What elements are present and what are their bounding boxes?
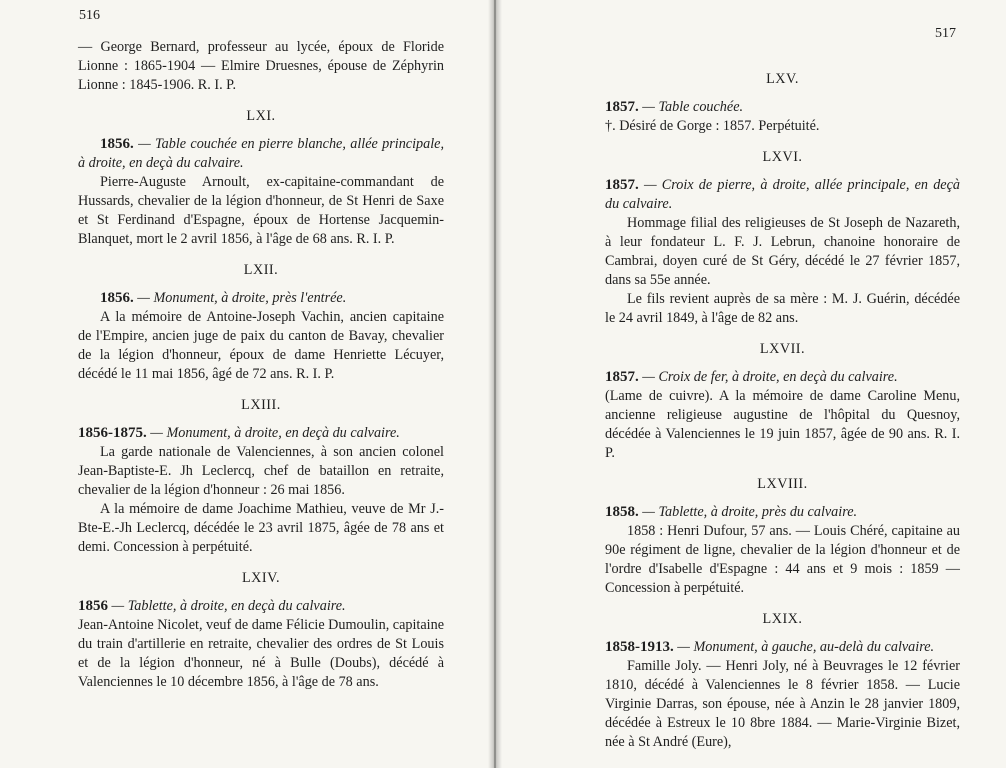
entry-date: 1858-1913. [605, 639, 674, 655]
entry-paragraph: A la mémoire de dame Joachime Mathieu, veuve de Mr J.-Bte-E.-Jh Leclercq, décédée le 23 avril 1875, âgée de 78 ans et demi. Concession à perpétuité. [78, 501, 444, 555]
section-number: LXVIII. [757, 476, 808, 492]
entry-heading [605, 98, 960, 117]
entry-date: 1857. [605, 99, 639, 115]
entry-description: — Table couchée en pierre blanche, allée principale, à droite, en deçà du calvaire. [78, 136, 444, 171]
section-number: LXIV. [241, 570, 281, 586]
entry-date: 1856-1875. [78, 425, 147, 441]
entry-paragraph: (Lame de cuivre). A la mémoire de dame Caroline Menu, ancienne religieuse augustine de l'hôpital du Quesnoy, décédée à Valenciennes le 19 juin 1857, âgée de 90 ans. R. I. P. [605, 388, 960, 461]
page-number: 517 [935, 26, 956, 41]
entry-heading [78, 424, 444, 443]
entry-paragraph: Jean-Antoine Nicolet, veuf de dame Félicie Dumoulin, capitaine du train d'artillerie en retraite, chevalier des ordres de St Louis et de la légion d'honneur, né à Bulle (Doubs), décédé à Valenciennes le 10 décembre 1856, à l'âge de 78 ans. [78, 617, 444, 690]
entry-date: 1856. [100, 136, 134, 152]
entry-paragraph: Pierre-Auguste Arnoult, ex-capitaine-commandant de Hussards, chevalier de la légion d'honneur, de St Henri de Saxe et St Ferdinand d'Espagne, époux de Hortense Jacquemin-Blanquet, mort le 2 avril 1856, à l'âge de 68 ans. R. I. P. [78, 174, 444, 247]
entry-paragraph: †. Désiré de Gorge : 1857. Perpétuité. [605, 118, 820, 134]
section-number: LXII. [243, 262, 279, 278]
entry-heading [78, 135, 444, 173]
entry-heading [78, 597, 444, 616]
entry-paragraph: A la mémoire de Antoine-Joseph Vachin, ancien capitaine de l'Empire, ancien juge de paix du canton de Bavay, chevalier de la légion d'honneur, époux de dame Henriette Lécuyer, décédé le 11 mai 1856, âgé de 72 ans. R. I. P. [78, 309, 444, 382]
right-page [497, 0, 1006, 768]
entry-paragraph: La garde nationale de Valenciennes, à son ancien colonel Jean-Baptiste-E. Jh Leclercq, chef de bataillon en retraite, chevalier de la légion d'honneur : 26 mai 1856. [78, 444, 444, 498]
left-page [0, 0, 495, 768]
section-number: LXVII. [759, 341, 806, 357]
entry-heading [605, 176, 960, 214]
entry-date: 1856 [78, 598, 108, 614]
section-number: LXV. [766, 71, 799, 87]
entry-paragraph: Famille Joly. — Henri Joly, né à Beuvrages le 12 février 1810, décédé à Valenciennes le 8 février 1858. — Lucie Virginie Darras, son épouse, née à Anzin le 28 janvier 1809, décédée à Estreux le 10 8bre 1884. — Marie-Virginie Bizet, née à St André (Eure), [605, 658, 960, 750]
page-number: 516 [79, 8, 100, 23]
entry-description: — Monument, à droite, en deçà du calvaire. [150, 425, 400, 441]
entry-heading [78, 289, 444, 308]
entry-description: — Monument, à gauche, au-delà du calvaire. [677, 639, 935, 655]
entry-description: — Table couchée. [642, 99, 744, 115]
section-number: LXI. [246, 108, 276, 124]
entry-description: — Monument, à droite, près l'entrée. [137, 290, 347, 306]
entry-description: — Tablette, à droite, près du calvaire. [642, 504, 858, 520]
entry-heading [605, 638, 960, 657]
section-number: LXIII. [241, 397, 281, 413]
entry-paragraph: Hommage filial des religieuses de St Joseph de Nazareth, à leur fondateur L. F. J. Lebrun, chanoine honoraire de Cambrai, doyen curé de St Géry, décédé le 27 février 1857, dans sa 55e année. [605, 215, 960, 288]
entry-paragraph: 1858 : Henri Dufour, 57 ans. — Louis Chéré, capitaine au 90e régiment de ligne, chevalier de la légion d'honneur et de l'ordre d'Isabelle d'Espagne : 44 ans et 9 mois : 1859 — Concession à perpétuité. [605, 523, 960, 596]
entry-date: 1856. [100, 290, 134, 306]
entry-date: 1858. [605, 504, 639, 520]
entry-description: — Tablette, à droite, en deçà du calvaire. [111, 598, 346, 614]
page-text [605, 58, 960, 752]
section-number: LXIX. [762, 611, 803, 627]
entry-description: — Croix de pierre, à droite, allée principale, en deçà du calvaire. [605, 177, 960, 212]
entry-description: — Croix de fer, à droite, en deçà du calvaire. [642, 369, 898, 385]
entry-date: 1857. [605, 177, 639, 193]
entry-heading [605, 368, 960, 387]
entry-date: 1857. [605, 369, 639, 385]
intro-paragraph: — George Bernard, professeur au lycée, époux de Floride Lionne : 1865-1904 — Elmire Druesnes, épouse de Zéphyrin Lionne : 1845-1906. R. I. P. [78, 39, 444, 93]
section-number: LXVI. [762, 149, 803, 165]
page-text [78, 38, 444, 692]
entry-heading [605, 503, 960, 522]
entry-paragraph: Le fils revient auprès de sa mère : M. J. Guérin, décédée le 24 avril 1849, à l'âge de 82 ans. [605, 291, 960, 326]
